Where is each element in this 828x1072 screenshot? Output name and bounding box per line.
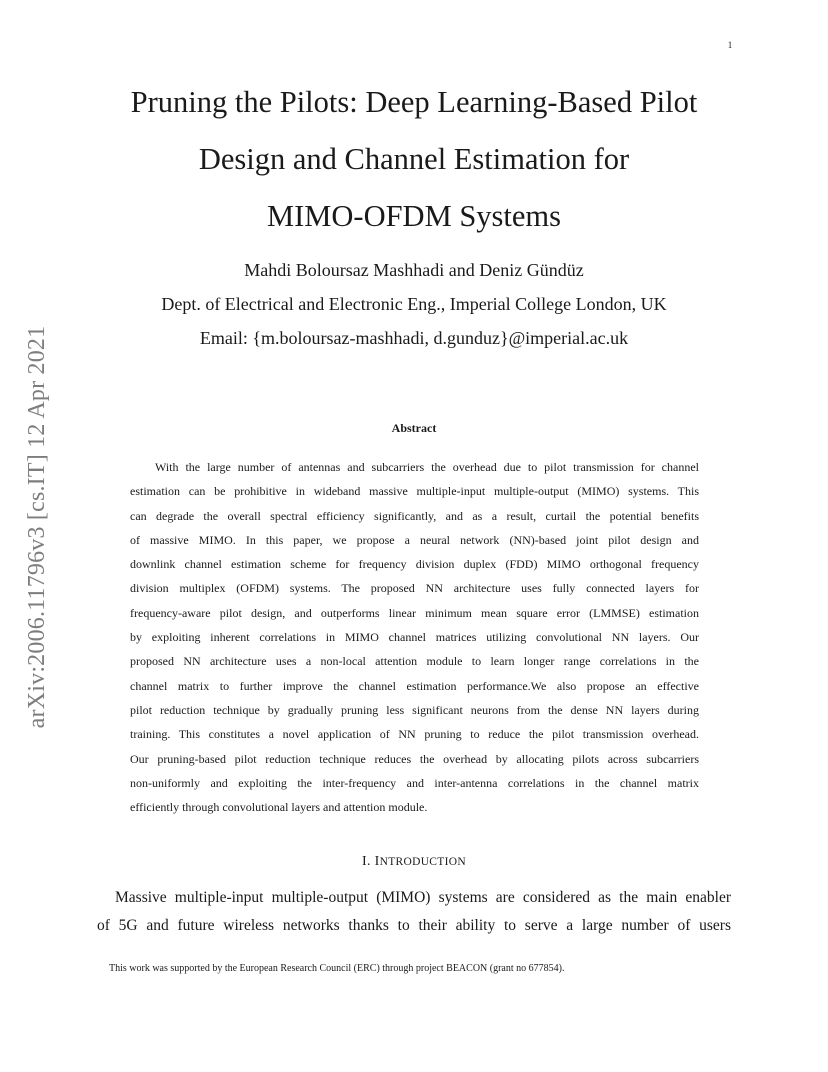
page-number: 1 <box>727 40 733 50</box>
footnote: This work was supported by the European Research Council (ERC) through project BEACON (grant no 677854). <box>109 963 565 974</box>
abstract-line: estimation can be prohibitive in wideband massive multiple-input multiple-output (MIMO) systems. This <box>130 484 699 499</box>
abstract-line: of massive MIMO. In this paper, we propose a neural network (NN)-based joint pilot design and <box>130 532 699 547</box>
email: Email: {m.boloursaz-mashhadi, d.gunduz}@imperial.ac.uk <box>199 328 629 348</box>
abstract-heading: Abstract <box>391 421 437 435</box>
abstract-line: downlink channel estimation scheme for frequency division duplex (FDD) MIMO orthogonal frequency <box>130 557 699 572</box>
affiliation: Dept. of Electrical and Electronic Eng., Imperial College London, UK <box>161 294 667 314</box>
author-block <box>80 253 748 355</box>
arxiv-identifier: arXiv:2006.11796v3 [cs.IT] 12 Apr 2021 <box>24 325 50 729</box>
abstract-line: channel matrix to further improve the channel estimation performance.We also propose an effective <box>130 678 699 693</box>
intro-line: Massive multiple-input multiple-output (MIMO) systems are considered as the main enabler <box>115 889 731 906</box>
abstract-line: can degrade the overall spectral efficiency significantly, and as a result, curtail the potential benefits <box>130 508 699 523</box>
title-line: Pruning the Pilots: Deep Learning-Based Pilot <box>130 85 698 119</box>
section-title-initial: I <box>374 854 380 869</box>
abstract-line: pilot reduction technique by gradually pruning less significant neurons from the dense NN layers during <box>130 702 699 717</box>
section-title-rest: NTRODUCTION <box>379 856 466 868</box>
abstract-line: With the large number of antennas and subcarriers the overhead due to pilot transmission for channel <box>155 460 699 474</box>
title-line: Design and Channel Estimation for <box>198 142 630 176</box>
abstract-line: proposed NN architecture uses a non-local attention module to learn longer range correlations in the <box>130 654 699 669</box>
section-number: I. <box>362 854 371 869</box>
section-heading <box>80 854 748 870</box>
title-line: MIMO-OFDM Systems <box>266 199 562 233</box>
author-names: Mahdi Boloursaz Mashhadi and Deniz Gündüz <box>244 260 584 280</box>
abstract-line: non-uniformly and exploiting the inter-frequency and inter-antenna correlations in the channel matrix <box>130 775 699 790</box>
abstract-line: Our pruning-based pilot reduction technique reduces the overhead by allocating pilots across subcarriers <box>130 751 699 766</box>
introduction-body <box>97 884 731 940</box>
paper-title <box>80 74 748 245</box>
abstract-line: efficiently through convolutional layers and attention module. <box>130 800 428 815</box>
abstract-line: training. This constitutes a novel application of NN pruning to reduce the pilot transmission overhead. <box>130 727 699 742</box>
abstract-body <box>130 455 699 819</box>
intro-line: of 5G and future wireless networks thanks to their ability to serve a large number of users <box>97 917 731 934</box>
abstract-line: frequency-aware pilot design, and outperforms linear minimum mean square error (LMMSE) estimation <box>130 605 699 620</box>
abstract-line: division multiplex (OFDM) systems. The proposed NN architecture uses fully connected layers for <box>130 581 699 596</box>
abstract-line: by exploiting inherent correlations in MIMO channel matrices utilizing convolutional NN layers. Our <box>130 630 699 645</box>
